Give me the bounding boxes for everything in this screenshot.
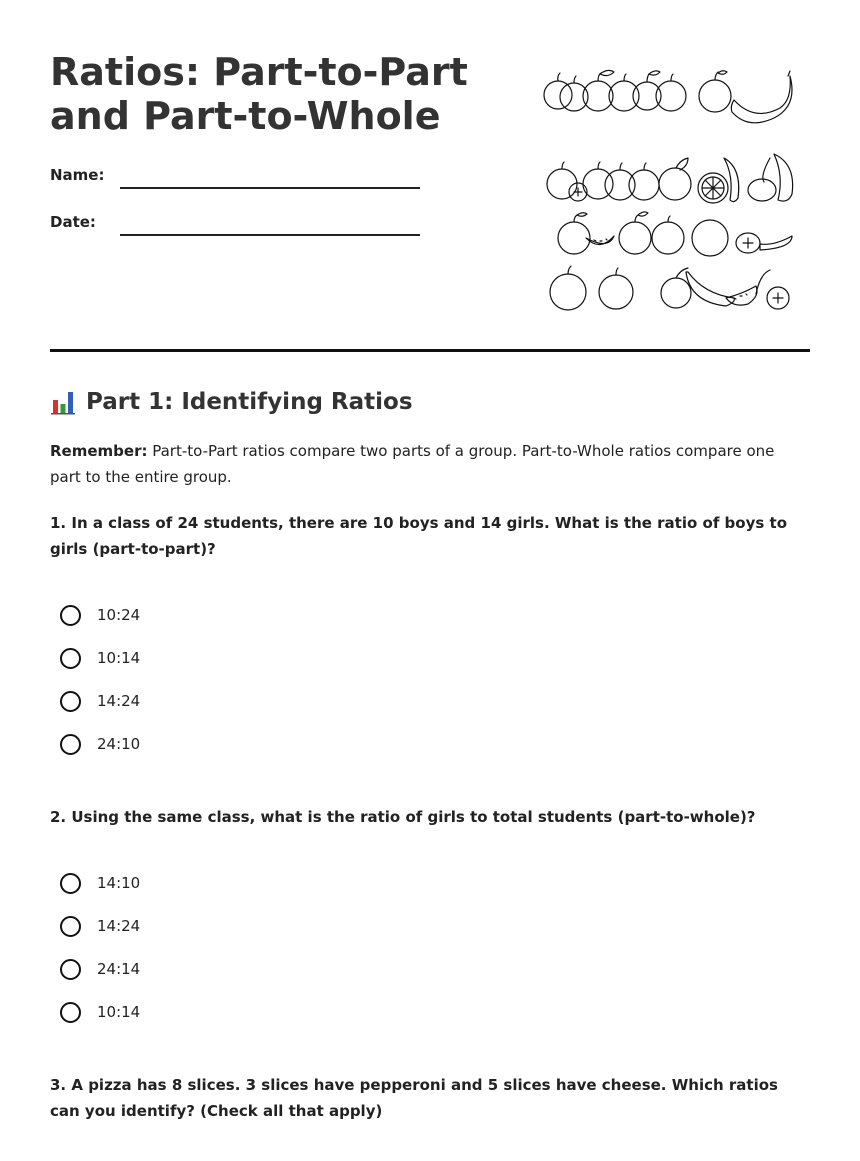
section-heading-text: Part 1: Identifying Ratios: [86, 389, 413, 415]
remember-text: Part-to-Part ratios compare two parts of a group. Part-to-Whole ratios compare one part to the entire group.: [50, 442, 775, 486]
option-label: 24:10: [97, 735, 141, 753]
option-label: 10:24: [97, 606, 141, 624]
q1-option-3[interactable]: [60, 688, 140, 714]
radio-button[interactable]: [60, 873, 81, 894]
q2-option-2[interactable]: [60, 913, 140, 939]
bar-chart-icon: [50, 389, 76, 415]
radio-button[interactable]: [60, 648, 81, 669]
option-label: 14:24: [97, 692, 141, 710]
option-label: 10:14: [97, 649, 141, 667]
fruit-row-3: [558, 212, 792, 256]
radio-button[interactable]: [60, 691, 81, 712]
option-label: 10:14: [97, 1003, 141, 1021]
question-3: 3. A pizza has 8 slices. 3 slices have pepperoni and 5 slices have cheese. Which ratios can you identify? (Check all that apply): [50, 1076, 778, 1120]
page-title: Ratios: Part-to-Part and Part-to-Whole: [50, 50, 468, 138]
section-heading: [50, 389, 413, 415]
fruit-illustration: [538, 62, 800, 322]
option-label: 14:10: [97, 874, 141, 892]
section-divider: [50, 349, 810, 352]
radio-button[interactable]: [60, 734, 81, 755]
radio-button[interactable]: [60, 916, 81, 937]
remember-label: Remember:: [50, 442, 148, 460]
radio-button[interactable]: [60, 605, 81, 626]
q2-option-1[interactable]: [60, 870, 140, 896]
q1-option-1[interactable]: [60, 602, 140, 628]
date-field[interactable]: [120, 234, 420, 236]
radio-button[interactable]: [60, 1002, 81, 1023]
fruit-row-2: [547, 154, 793, 203]
question-1: 1. In a class of 24 students, there are 10 boys and 14 girls. What is the ratio of boys to girls (part-to-part)?: [50, 514, 788, 558]
name-field[interactable]: [120, 187, 420, 189]
name-label: Name:: [50, 166, 105, 184]
q2-option-3[interactable]: [60, 956, 140, 982]
fruit-row-1: [544, 70, 792, 122]
q1-option-4[interactable]: [60, 731, 140, 757]
q1-option-2[interactable]: [60, 645, 140, 671]
question-2: 2. Using the same class, what is the ratio of girls to total students (part-to-whole)?: [50, 808, 756, 826]
fruit-row-4: [550, 266, 789, 310]
option-label: 14:24: [97, 917, 141, 935]
radio-button[interactable]: [60, 959, 81, 980]
q2-option-4[interactable]: [60, 999, 140, 1025]
date-label: Date:: [50, 213, 96, 231]
option-label: 24:14: [97, 960, 141, 978]
remember-note: [50, 438, 805, 490]
